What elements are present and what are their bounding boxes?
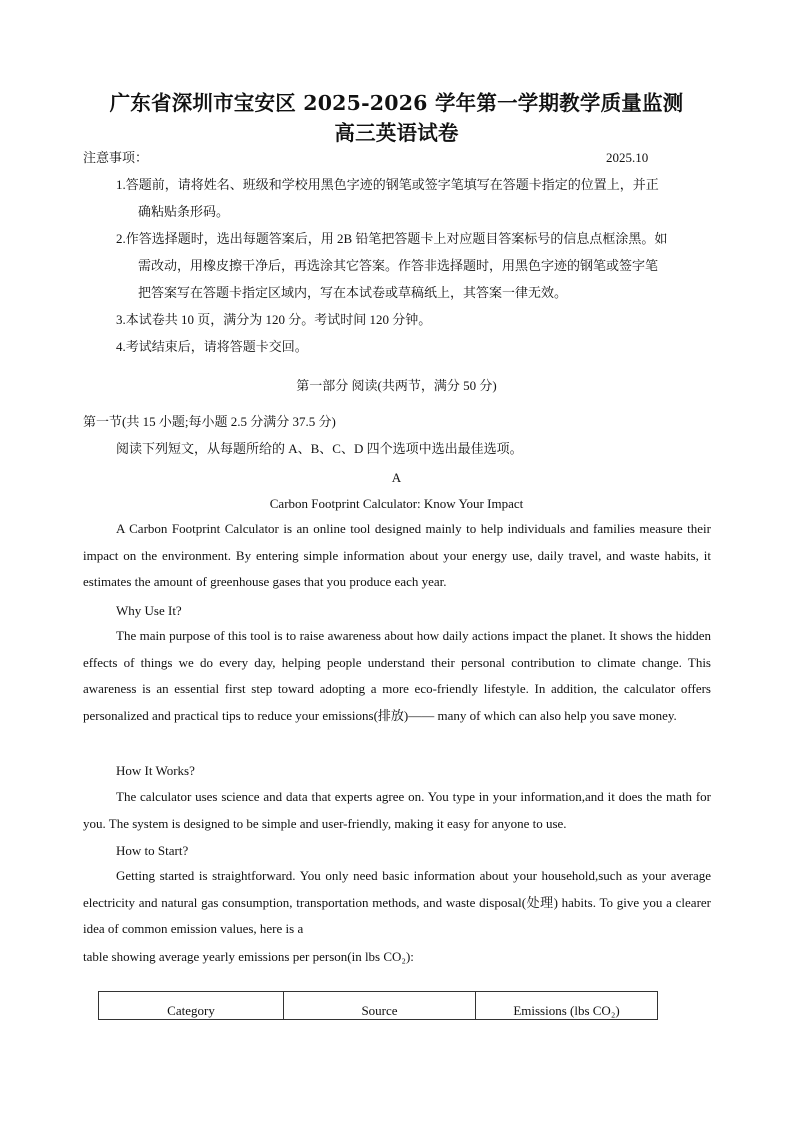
notice-item-3: 3.本试卷共 10 页，满分为 120 分。考试时间 120 分钟。 [116,312,432,327]
exam-title: 广东省深圳市宝安区 2025-2026 学年第一学期教学质量监测 [109,91,684,115]
passage-intro: A Carbon Footprint Calculator is an online tool designed mainly to help individuals and families measure their impact on the environment. By entering simple information about your energy use, daily travel, and waste habits, it estimates the amount of greenhouse gases that you produce each year. [83,521,711,590]
part-heading: 第一部分 阅读(共两节，满分 50 分) [296,378,497,393]
table-header-category: Category [99,992,284,1020]
passage-title: Carbon Footprint Calculator: Know Your Impact [269,496,524,511]
start-paragraph: Getting started is straightforward. You only need basic information about your household,such as your average electricity and natural gas consumption, transportation methods, and waste disposal(处理) habits. To give you a clearer idea of common emission values, here is a [83,868,711,937]
why-paragraph: The main purpose of this tool is to raise awareness about how daily actions impact the planet. It shows the hidden effects of things we do every day, helping people understand their personal contribution to climate change. This awareness is an essential first step toward adopting a more eco-friendly lifestyle. In addition, the calculator offers personalized and practical tips to reduce your emissions(排放)—— many of which can also help you save money. [83,628,711,724]
emissions-table [98,991,658,1020]
notice-label: 注意事项： [83,150,149,165]
exam-date: 2025.10 [606,150,649,165]
notice-item-2-cont: 把答案写在答题卡指定区域内，写在本试卷或草稿纸上，其答案一律无效。 [138,285,568,300]
start-heading: How to Start? [116,843,189,858]
table-header-row [99,992,658,1020]
section-heading: 第一节(共 15 小题;每小题 2.5 分满分 37.5 分) [83,414,336,429]
notice-item-2: 2.作答选择题时，选出每题答案后，用 2B 铅笔把答题卡上对应题目答案标号的信息点框涂黑。如 [116,231,668,246]
why-heading: Why Use It? [116,603,182,618]
notice-item-2-cont: 需改动，用橡皮擦干净后，再选涂其它答案。作答非选择题时，用黑色字迹的钢笔或签字笔 [138,258,659,273]
exam-subtitle: 高三英语试卷 [334,121,459,145]
how-heading: How It Works? [116,763,195,778]
how-paragraph: The calculator uses science and data that experts agree on. You type in your information,and it does the math for you. The system is designed to be simple and user-friendly, making it easy for anyone to use. [83,789,711,831]
notice-item-4: 4.考试结束后，请将答题卡交回。 [116,339,308,354]
table-intro: table showing average yearly emissions per person(in lbs CO₂): [83,949,414,964]
table-header-source: Source [284,992,476,1020]
passage-letter: A [391,470,402,485]
notice-item-1: 1.答题前，请将姓名、班级和学校用黑色字迹的钢笔或签字笔填写在答题卡指定的位置上，并正 [116,177,659,192]
table-header-emissions: Emissions (lbs CO₂) [476,992,658,1020]
instruction-text: 阅读下列短文，从每题所给的 A、B、C、D 四个选项中选出最佳选项。 [116,441,523,456]
notice-item-1-cont: 确粘贴条形码。 [138,204,230,219]
